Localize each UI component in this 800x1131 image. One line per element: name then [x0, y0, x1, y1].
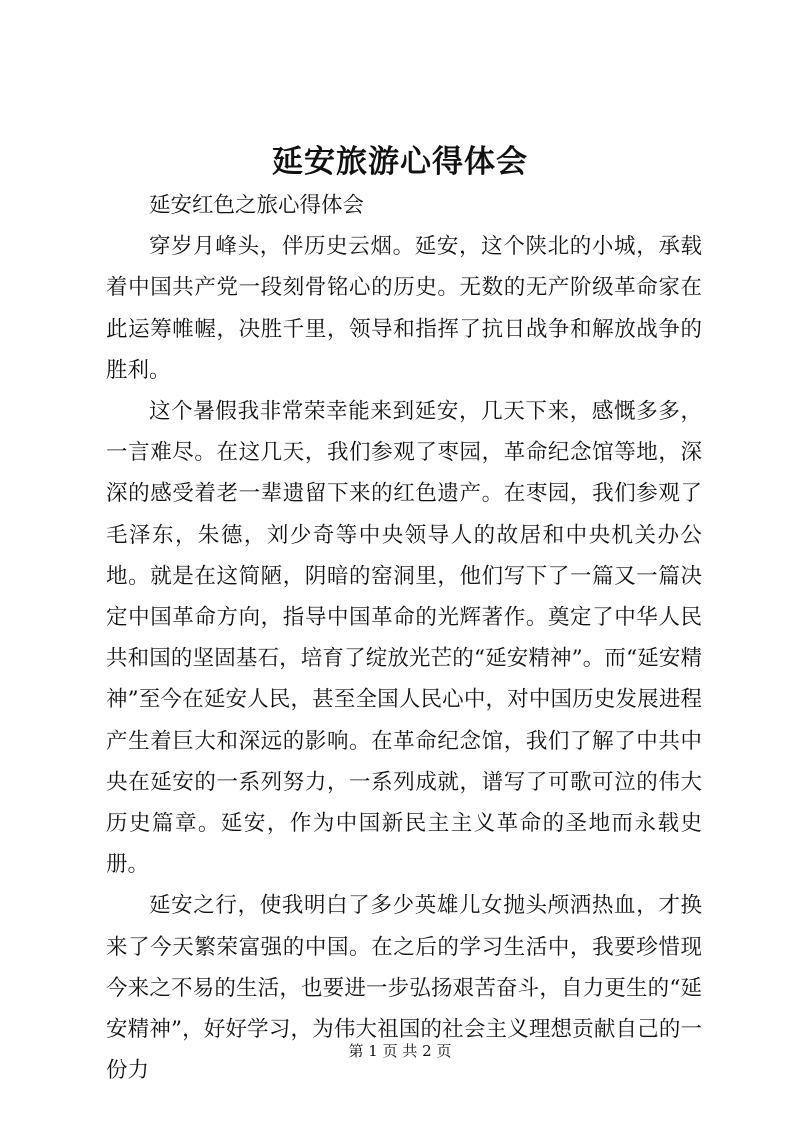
subtitle: 延安红色之旅心得体会 [149, 193, 365, 218]
paragraph-2: 这个暑假我非常荣幸能来到延安，几天下来，感慨多多，一言难尽。在这几天，我们参观了枣园，革命纪念馆等地，深深的感受着老一辈遗留下来的红色遗产。在枣园，我们参观了毛泽东，朱德，刘少奇等中央领导人的故居和中央机关办公地。就是在这简陋，阴暗的窑洞里，他们写下了一篇又一篇决定中国革命方向，指导中国革命的光辉著作。奠定了中华人民共和国的坚固基石，培育了绽放光芒的“延安精神”。而“延安精神”至今在延安人民，甚至全国人民心中，对中国历史发展进程产生着巨大和深远的影响。在革命纪念馆，我们了解了中共中央在延安的一系列努力，一系列成就，谱写了可歌可泣的伟大历史篇章。延安，作为中国新民主主义革命的圣地而永载史册。 [106, 399, 702, 878]
document-body [106, 185, 702, 1091]
paragraph-1: 穿岁月峰头，伴历史云烟。延安，这个陕北的小城，承载着中国共产党一段刻骨铭心的历史。无数的无产阶级革命家在此运筹帷幄，决胜千里，领导和指挥了抗日战争和解放战争的胜利。 [106, 234, 702, 383]
page-footer: 第 1 页 共 2 页 [348, 1042, 452, 1060]
page-title: 延安旅游心得体会 [272, 144, 528, 180]
paragraph-3: 延安之行，使我明白了多少英雄儿女抛头颅洒热血，才换来了今天繁荣富强的中国。在之后的学习生活中，我要珍惜现今来之不易的生活，也要进一步弘扬艰苦奋斗，自力更生的“延安精神”，好好学习，为伟大祖国的社会主义理想贡献自己的一份力 [106, 893, 702, 1084]
